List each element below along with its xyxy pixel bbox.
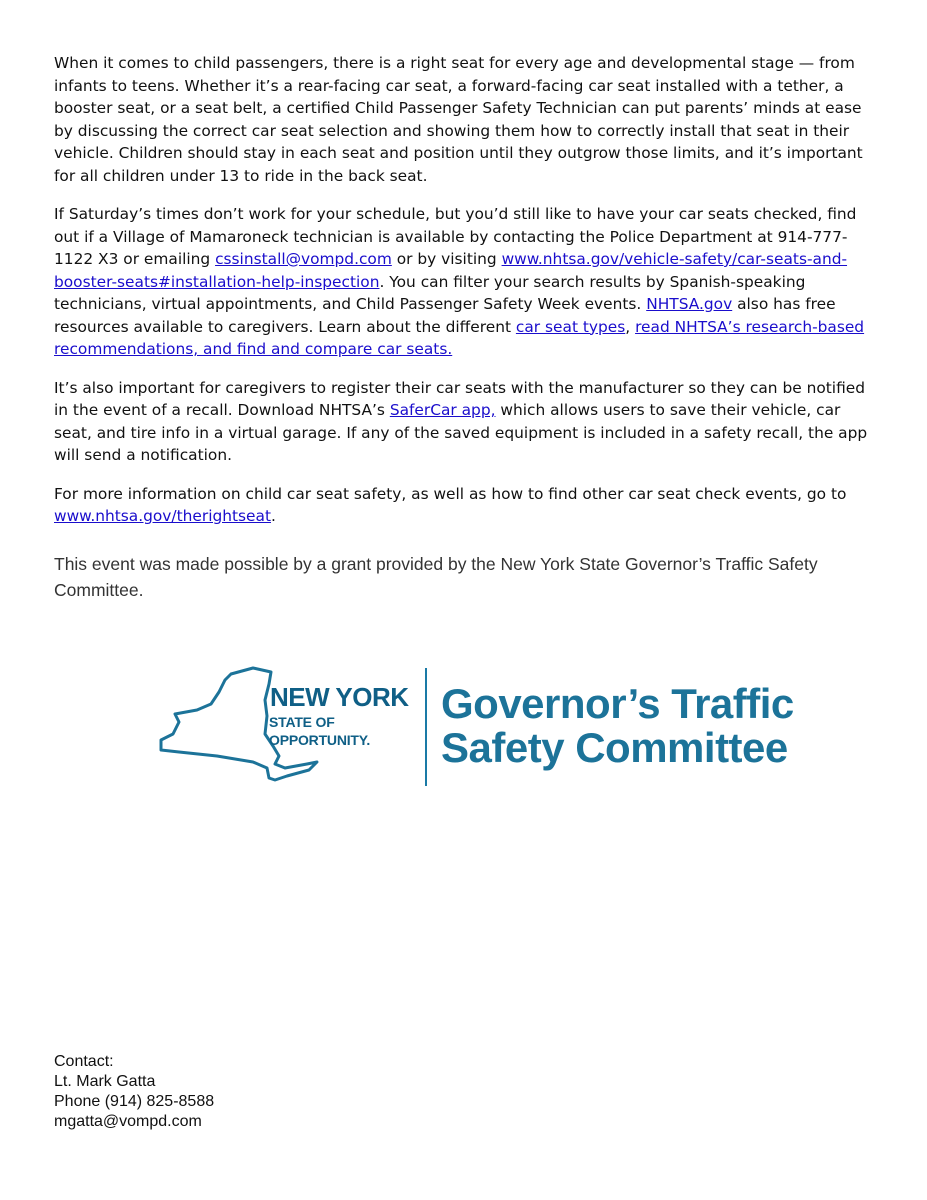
safercar-app-link[interactable]: SaferCar app, bbox=[389, 401, 496, 419]
contact-label: Contact: bbox=[54, 1053, 114, 1070]
contact-block bbox=[54, 1052, 214, 1132]
ny-tagline-line-1: STATE OF bbox=[269, 714, 335, 730]
therightseat-link[interactable]: www.nhtsa.gov/therightseat bbox=[54, 507, 271, 525]
email-link[interactable]: cssinstall@vompd.com bbox=[215, 250, 392, 268]
paragraph-4-text-a: For more information on child car seat safety, as well as how to find other car seat check events, go to bbox=[54, 484, 847, 503]
recommendations-link[interactable]: read NHTSA’s research-based recommendations, and find and compare car seats. bbox=[54, 317, 865, 358]
ny-wordmark: NEW YORK bbox=[270, 682, 409, 712]
gtsc-title-line-2: Safety Committee bbox=[441, 724, 788, 771]
car-seat-types-link[interactable]: car seat types bbox=[515, 317, 626, 336]
contact-email[interactable]: mgatta@vompd.com bbox=[54, 1113, 202, 1130]
paragraph-2-text-b: or by visiting bbox=[391, 250, 502, 268]
ny-tagline bbox=[269, 713, 370, 749]
ny-tagline-line-2: OPPORTUNITY. bbox=[269, 732, 371, 748]
grant-statement: This event was made possible by a grant provided by the New York State Governor’s Traffic Safety Committee. bbox=[54, 554, 818, 600]
paragraph-4-text-b: . bbox=[270, 507, 276, 525]
paragraph-2 bbox=[54, 203, 876, 361]
paragraph-4 bbox=[54, 483, 876, 528]
paragraph-2-text-a: If Saturday’s times don’t work for your schedule, but you’d still like to have your car seats checked, find out if a Village of Mamaroneck technician is available by contacting the Police Department at 914-777-1122 X3 or emailing bbox=[54, 205, 857, 268]
paragraph-3-text-a: It’s also important for caregivers to register their car seats with the manufacturer so they can be notified in the event of a recall. Download NHTSA’s bbox=[54, 378, 865, 419]
paragraph-3 bbox=[54, 377, 876, 467]
gtsc-wordmark bbox=[441, 682, 794, 770]
paragraph-2-text-c: . You can filter your search results by Spanish-speaking technicians, virtual appointments, and Child Passenger Safety Week events. bbox=[54, 272, 806, 313]
logo-divider bbox=[425, 668, 427, 786]
nhtsa-gov-link[interactable]: NHTSA.gov bbox=[646, 295, 733, 313]
contact-name: Lt. Mark Gatta bbox=[54, 1073, 156, 1090]
paragraph-2-text-d: also has free resources available to caregivers. Learn about the different bbox=[54, 295, 836, 336]
gtsc-logo bbox=[157, 664, 807, 788]
paragraph-2-text-e: , bbox=[625, 317, 636, 336]
nhtsa-inspection-link[interactable]: www.nhtsa.gov/vehicle-safety/car-seats-and-booster-seats#installation-help-inspection bbox=[54, 250, 848, 291]
contact-phone: Phone (914) 825-8588 bbox=[54, 1093, 215, 1110]
paragraph-1 bbox=[54, 52, 876, 187]
paragraph-3-text-b: which allows users to save their vehicle, car seat, and tire info in a virtual garage. If any of the saved equipment is included in a safety recall, the app will send a notification. bbox=[54, 401, 868, 464]
paragraph-1-text: When it comes to child passengers, there is a right seat for every age and developmental stage — from infants to teens. Whether it’s a rear-facing car seat, a forward-facing car seat installed with a tether, a booster seat, or a seat belt, a certified Child Passenger Safety Technician can put parents’ minds at ease by discussing the correct car seat selection and showing them how to correctly install that seat in their vehicle. Children should stay in each seat and position until they outgrow those limits, and it’s important for all children under 13 to ride in the back seat. bbox=[54, 54, 863, 185]
document-body bbox=[54, 52, 876, 544]
gtsc-title-line-1: Governor’s Traffic bbox=[441, 680, 794, 727]
